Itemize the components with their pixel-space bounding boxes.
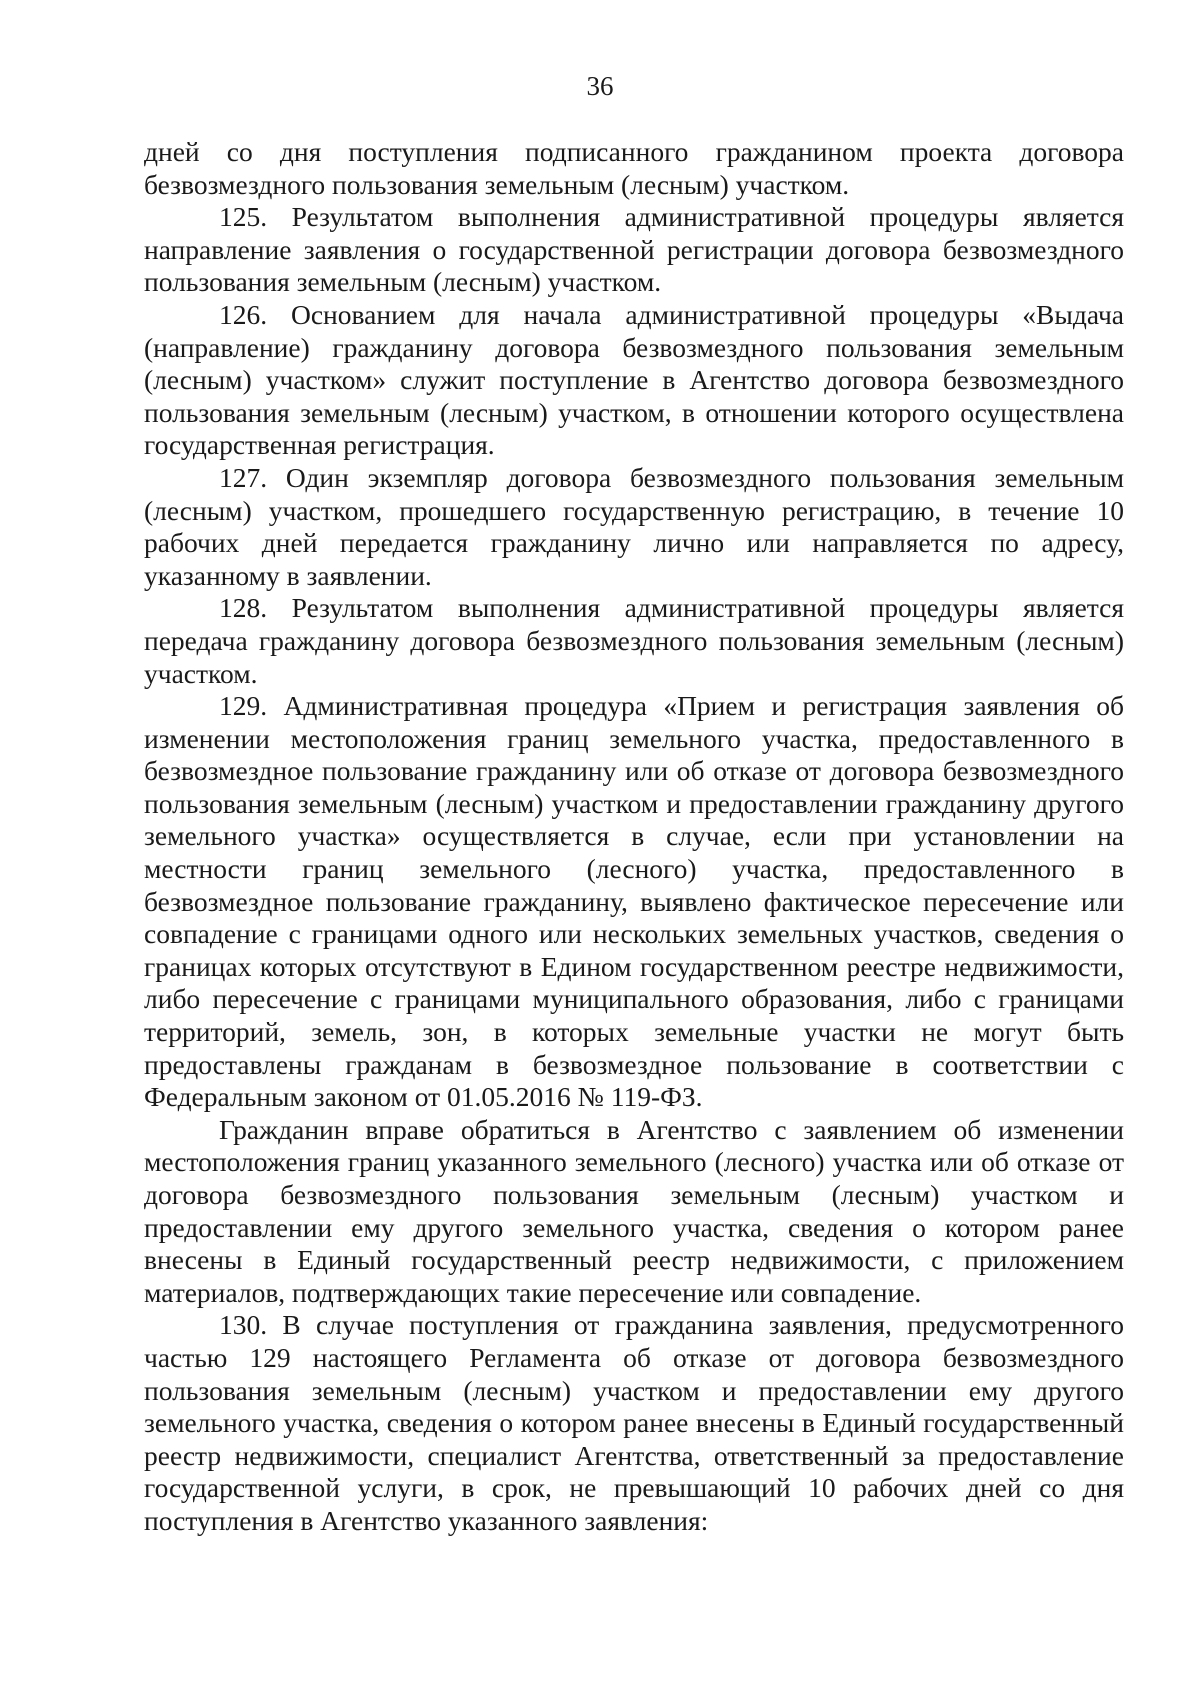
paragraph-129: 129. Административная процедура «Прием и регистрация заявления об изменении местоположения границ земельного участка, предоставленного в безвозмездное пользование гражданину или об отказе от договора безвозмездного пользования земельным (лесным) участком и предоставлении гражданину другого земельного участка» осуществляется в случае, если при установлении на местности границ земельного (лесного) участка, предоставленного в безвозмездное пользование гражданину, выявлено фактическое пересечение или совпадение с границами одного или нескольких земельных участков, сведения о границах которых отсутствуют в Едином государственном реестре недвижимости, либо пересечение с границами муниципального образования, либо с границами территорий, земель, зон, в которых земельные участки не могут быть предоставлены гражданам в безвозмездное пользование в соответствии с Федеральным законом от 01.05.2016 № 119-ФЗ. xyxy=(144,690,1124,1113)
paragraph-130: 130. В случае поступления от гражданина заявления, предусмотренного частью 129 настоящего Регламента об отказе от договора безвозмездного пользования земельным (лесным) участком и предоставлении ему другого земельного участка, сведения о котором ранее внесены в Единый государственный реестр недвижимости, специалист Агентства, ответственный за предоставление государственной услуги, в срок, не превышающий 10 рабочих дней со дня поступления в Агентство указанного заявления: xyxy=(144,1309,1124,1536)
document-body xyxy=(144,136,1124,1538)
paragraph-127: 127. Один экземпляр договора безвозмездного пользования земельным (лесным) участком, прошедшего государственную регистрацию, в течение 10 рабочих дней передается гражданину лично или направляется по адресу, указанному в заявлении. xyxy=(144,461,1124,591)
paragraph-continuation: дней со дня поступления подписанного гражданином проекта договора безвозмездного пользования земельным (лесным) участком. xyxy=(144,136,1124,200)
paragraph-126: 126. Основанием для начала административной процедуры «Выдача (направление) гражданину договора безвозмездного пользования земельным (лесным) участком» служит поступление в Агентство договора безвозмездного пользования земельным (лесным) участком, в отношении которого осуществлена государственная регистрация. xyxy=(144,298,1124,461)
paragraph-125: 125. Результатом выполнения административной процедуры является направление заявления о государственной регистрации договора безвозмездного пользования земельным (лесным) участком. xyxy=(144,201,1124,298)
paragraph-129-citizen: Гражданин вправе обратиться в Агентство с заявлением об изменении местоположения границ указанного земельного (лесного) участка или об отказе от договора безвозмездного пользования земельным (лесным) участком и предоставлении ему другого земельного участка, сведения о котором ранее внесены в Единый государственный реестр недвижимости, с приложением материалов, подтверждающих такие пересечение или совпадение. xyxy=(144,1113,1124,1308)
paragraph-128: 128. Результатом выполнения административной процедуры является передача гражданину договора безвозмездного пользования земельным (лесным) участком. xyxy=(144,592,1124,689)
page-number: 36 xyxy=(586,71,614,101)
